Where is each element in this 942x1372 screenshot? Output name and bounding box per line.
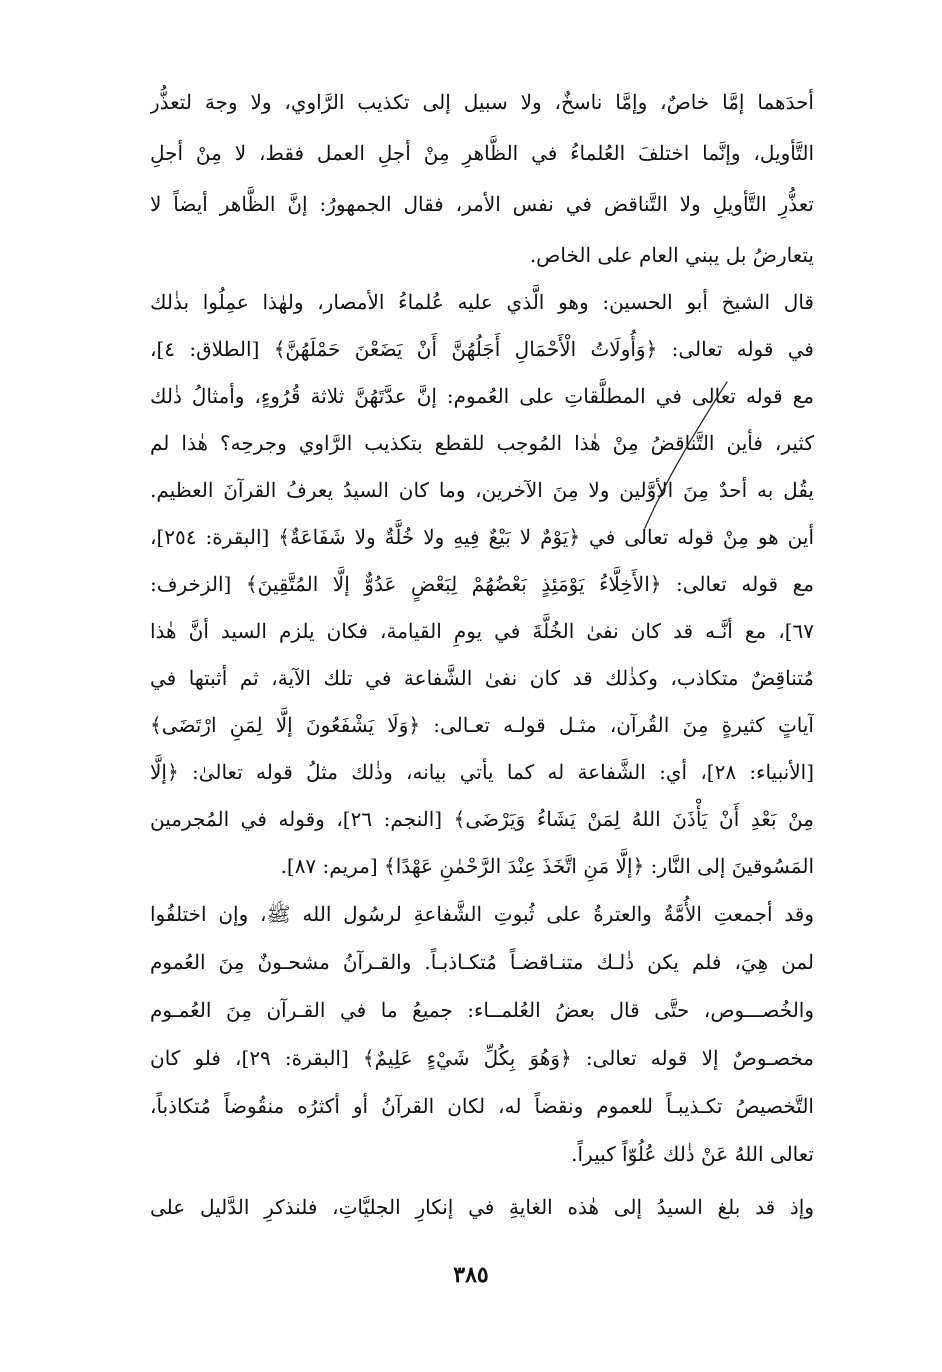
text-line: التَّأويل، وإنَّما اختلفَ العُلماءُ في الظَّاهرِ مِنْ أجلِ العمل فقط، لا مِنْ أجلِ	[150, 141, 814, 165]
text-line: ٦٧]، مع أنَّـه قد كان نفىٰ الخُلَّةَ في يومِ القيامة، فكان يلزم السيد أنَّ هٰذا	[150, 619, 814, 643]
text-line: وإذ قد بلغ السيدُ إلى هٰذه الغايةِ في إنكارِ الجليَّاتِ، فلنذكرِ الدَّليل على	[150, 1195, 814, 1219]
text-line: يتعارضُ بل يبني العام على الخاص.	[529, 243, 814, 267]
text-line: تعذُّرِ التَّأويلِ ولا التَّناقض في نفس الأمر، فقال الجمهورُ: إنَّ الظَّاهر أيضاً لا	[150, 192, 814, 216]
text-line: مِنْ بَعْدِ أَنْ يَأْذَنَ اللهُ لِمَنْ يَشَاءُ وَيَرْضَى﴾ [النجم: ٢٦]، وقوله في المُجرمين	[150, 807, 814, 831]
text-line: وقد أجمعتِ الأُمَّةُ والعترةُ على ثُبوتِ الشَّفاعةِ لرسُول الله ﷺ، وإن اختلفُوا	[150, 902, 814, 926]
text-line: أحدَهما إمَّا خاصٌ، وإمَّا ناسخٌ، ولا سبيل إلى تكذيب الرَّاوي، ولا وجهَ لتعذُّر	[150, 90, 814, 114]
text-line: قال الشيخ أبو الحسين: وهو الَّذي عليه عُلماءُ الأمصار، ولهٰذا عمِلُوا بذٰلك	[150, 290, 814, 314]
page-number: ٣٨٥	[453, 1262, 489, 1288]
text-line: مخصـوصٌ إلا قوله تعالى: ﴿وَهُوَ بِكُلِّ شَيْءٍ عَلِيمٌ﴾ [البقرة: ٢٩]، فلو كان	[150, 1046, 814, 1070]
text-line: والخُصـــوص، حتَّى قال بعضُ العُلمــاء: جميعُ ما في القـرآن مِنَ العُمـوم	[150, 998, 814, 1022]
text-line: أين هو مِنْ قوله تعالى في ﴿يَوْمٌ لا بَيْعٌ فِيهِ ولا خُلَّةٌ ولا شَفَاعَةٌ﴾ [البقرة: ٢٥٤]،	[150, 525, 814, 549]
text-line: مُتناقِضٌ متكاذب، وكذٰلك قد كان نفىٰ الشَّفاعة في تلك الآية، ثم أثبتها في	[150, 666, 814, 690]
text-line: آياتٍ كثيرةٍ مِنَ القُرآن، مثـل قولـه تعـالى: ﴿وَلَا يَشْفَعُونَ إلَّا لِمَنِ ارْتَضَى﴾	[150, 713, 814, 737]
text-line: كثير، فأين التَّناقضُ مِنْ هٰذا المُوجب للقطع بتكذيب الرَّاوي وجرحِه؟ هٰذا لم	[150, 431, 814, 455]
text-line: [الأنبياء: ٢٨]، أي: الشَّفاعة له كما يأتي بيانه، وذٰلك مثلُ قوله تعالىٰ: ﴿إلَّا	[150, 760, 814, 784]
text-line: لمن هِيَ، فلم يكن ذٰلـك متنـاقضـاً مُتكـاذبـاً. والقـرآنُ مشحـونٌ مِنَ العُموم	[150, 950, 814, 974]
text-line: تعالى اللهُ عَنْ ذٰلك عُلُوّاً كبيراً.	[571, 1142, 814, 1166]
text-line: في قوله تعالى: ﴿وَأُولَاتُ الْأَحْمَالِ أَجَلُهُنَّ أَنْ يَضَعْنَ حَمْلَهُنَّ﴾ [الطلاق: ٤]،	[150, 337, 814, 361]
text-line: مع قوله تعالى في المطلَّقاتِ على العُموم: إنَّ عدَّتَهُنَّ ثلاثة قُرُوءٍ، وأمثالُ ذٰلك	[150, 384, 814, 408]
text-line: مع قوله تعالى: ﴿الأَخِلَّاءُ يَوْمَئِذٍ بَعْضُهُمْ لِبَعْضٍ عَدُوٌّ إلَّا المُتَّقِينَ﴾ [الزخرف:	[150, 572, 814, 596]
text-line: يقُل به أحدٌ مِنَ الأوَّلين ولا مِنَ الآخرين، وما كان السيدُ يعرفُ القرآنَ العظيم.	[150, 478, 814, 502]
text-line: المَسُوقينَ إلى النَّار: ﴿إلَّا مَنِ اتَّخَذَ عِنْدَ الرَّحْمٰنِ عَهْدًا﴾ [مريم: ٨٧].	[280, 854, 814, 878]
text-line: التَّخصيصُ تكـذيبـاً للعموم ونقضاً له، لكان القرآنُ أو أكثرُه منقُوضاً مُتكاذباً،	[150, 1094, 814, 1118]
